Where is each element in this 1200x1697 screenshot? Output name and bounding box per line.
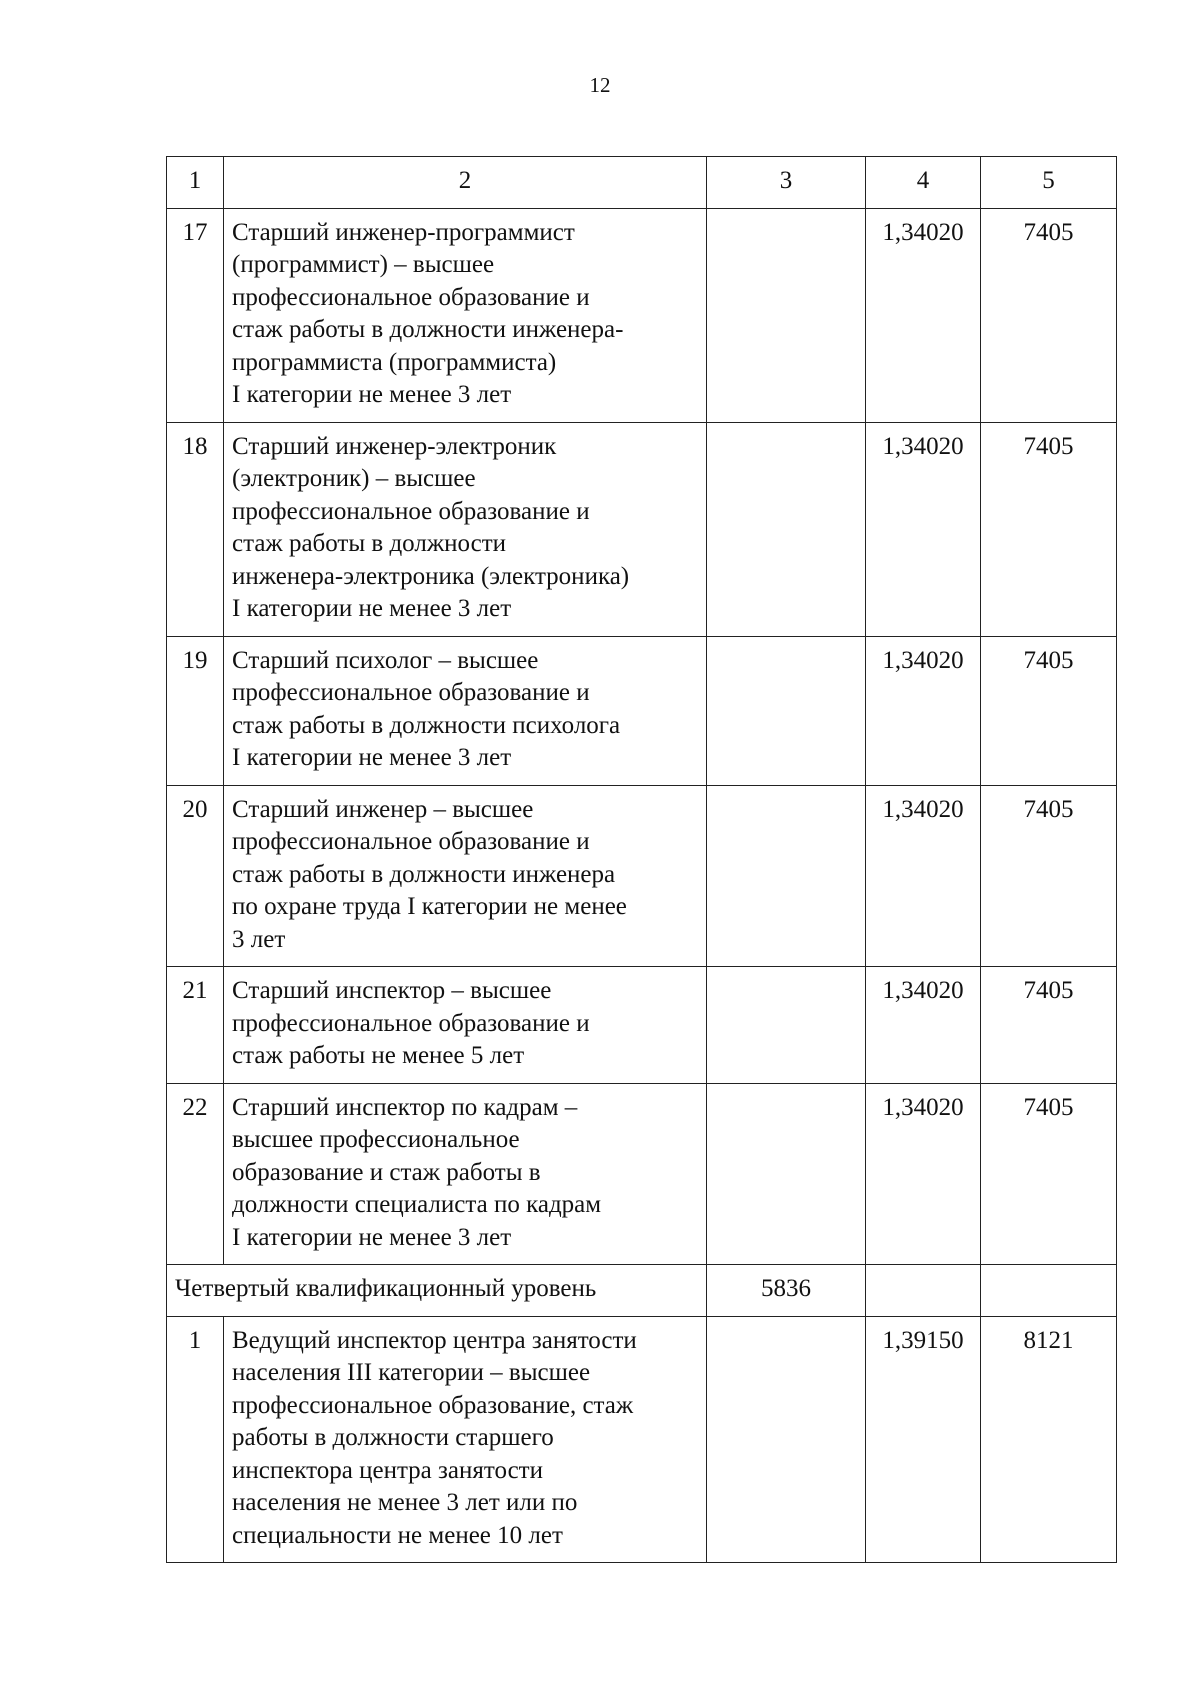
- salary-cell: 7405: [981, 422, 1117, 636]
- salary-cell: 7405: [981, 967, 1117, 1084]
- coefficient-cell: 1,34020: [866, 208, 981, 422]
- base-salary-cell: [707, 208, 866, 422]
- salary-cell: [981, 1265, 1117, 1317]
- row-number: 17: [167, 208, 224, 422]
- position-description: Старший психолог – высшее профессиональное образование и стаж работы в должности психолога I категории не менее 3 лет: [224, 636, 707, 785]
- row-number: 21: [167, 967, 224, 1084]
- column-header: 2: [224, 157, 707, 209]
- position-description: Ведущий инспектор центра занятости населения III категории – высшее профессиональное образование, стаж работы в должности старшего инспектора центра занятости населения не менее 3 лет или по специальности не менее 10 лет: [224, 1316, 707, 1563]
- base-salary-cell: [707, 1083, 866, 1265]
- qualification-level-row: [167, 1265, 1117, 1317]
- salary-cell: 8121: [981, 1316, 1117, 1563]
- table-header-row: [167, 157, 1117, 209]
- coefficient-cell: 1,34020: [866, 422, 981, 636]
- position-description: Старший инженер-программист (программист) – высшее профессиональное образование и стаж работы в должности инженера- программиста (программиста) I категории не менее 3 лет: [224, 208, 707, 422]
- coefficient-cell: [866, 1265, 981, 1317]
- position-description: Старший инженер – высшее профессиональное образование и стаж работы в должности инженера по охране труда I категории не менее 3 лет: [224, 785, 707, 967]
- base-salary-cell: [707, 785, 866, 967]
- coefficient-cell: 1,34020: [866, 1083, 981, 1265]
- row-number: 22: [167, 1083, 224, 1265]
- table-row: [167, 422, 1117, 636]
- salary-cell: 7405: [981, 636, 1117, 785]
- table-row: [167, 1316, 1117, 1563]
- salary-cell: 7405: [981, 1083, 1117, 1265]
- table-row: [167, 636, 1117, 785]
- table-row: [167, 785, 1117, 967]
- base-salary-cell: [707, 422, 866, 636]
- column-header: 4: [866, 157, 981, 209]
- base-salary-cell: [707, 967, 866, 1084]
- coefficient-cell: 1,34020: [866, 785, 981, 967]
- row-number: 18: [167, 422, 224, 636]
- row-number: 20: [167, 785, 224, 967]
- salary-table: [166, 156, 1117, 1563]
- coefficient-cell: 1,34020: [866, 636, 981, 785]
- base-salary-cell: [707, 1316, 866, 1563]
- base-salary-cell: [707, 636, 866, 785]
- table-row: [167, 1083, 1117, 1265]
- coefficient-cell: 1,39150: [866, 1316, 981, 1563]
- position-description: Старший инспектор – высшее профессиональное образование и стаж работы не менее 5 лет: [224, 967, 707, 1084]
- position-description: Старший инспектор по кадрам – высшее профессиональное образование и стаж работы в должности специалиста по кадрам I категории не менее 3 лет: [224, 1083, 707, 1265]
- salary-cell: 7405: [981, 785, 1117, 967]
- table-row: [167, 208, 1117, 422]
- position-description: Старший инженер-электроник (электроник) – высшее профессиональное образование и стаж работы в должности инженера-электроника (электроника) I категории не менее 3 лет: [224, 422, 707, 636]
- page-number: 12: [589, 73, 611, 97]
- salary-cell: 7405: [981, 208, 1117, 422]
- coefficient-cell: 1,34020: [866, 967, 981, 1084]
- column-header: 1: [167, 157, 224, 209]
- qualification-level-title: Четвертый квалификационный уровень: [167, 1265, 707, 1317]
- row-number: 19: [167, 636, 224, 785]
- column-header: 3: [707, 157, 866, 209]
- table-row: [167, 967, 1117, 1084]
- row-number: 1: [167, 1316, 224, 1563]
- column-header: 5: [981, 157, 1117, 209]
- level-base-salary: 5836: [707, 1265, 866, 1317]
